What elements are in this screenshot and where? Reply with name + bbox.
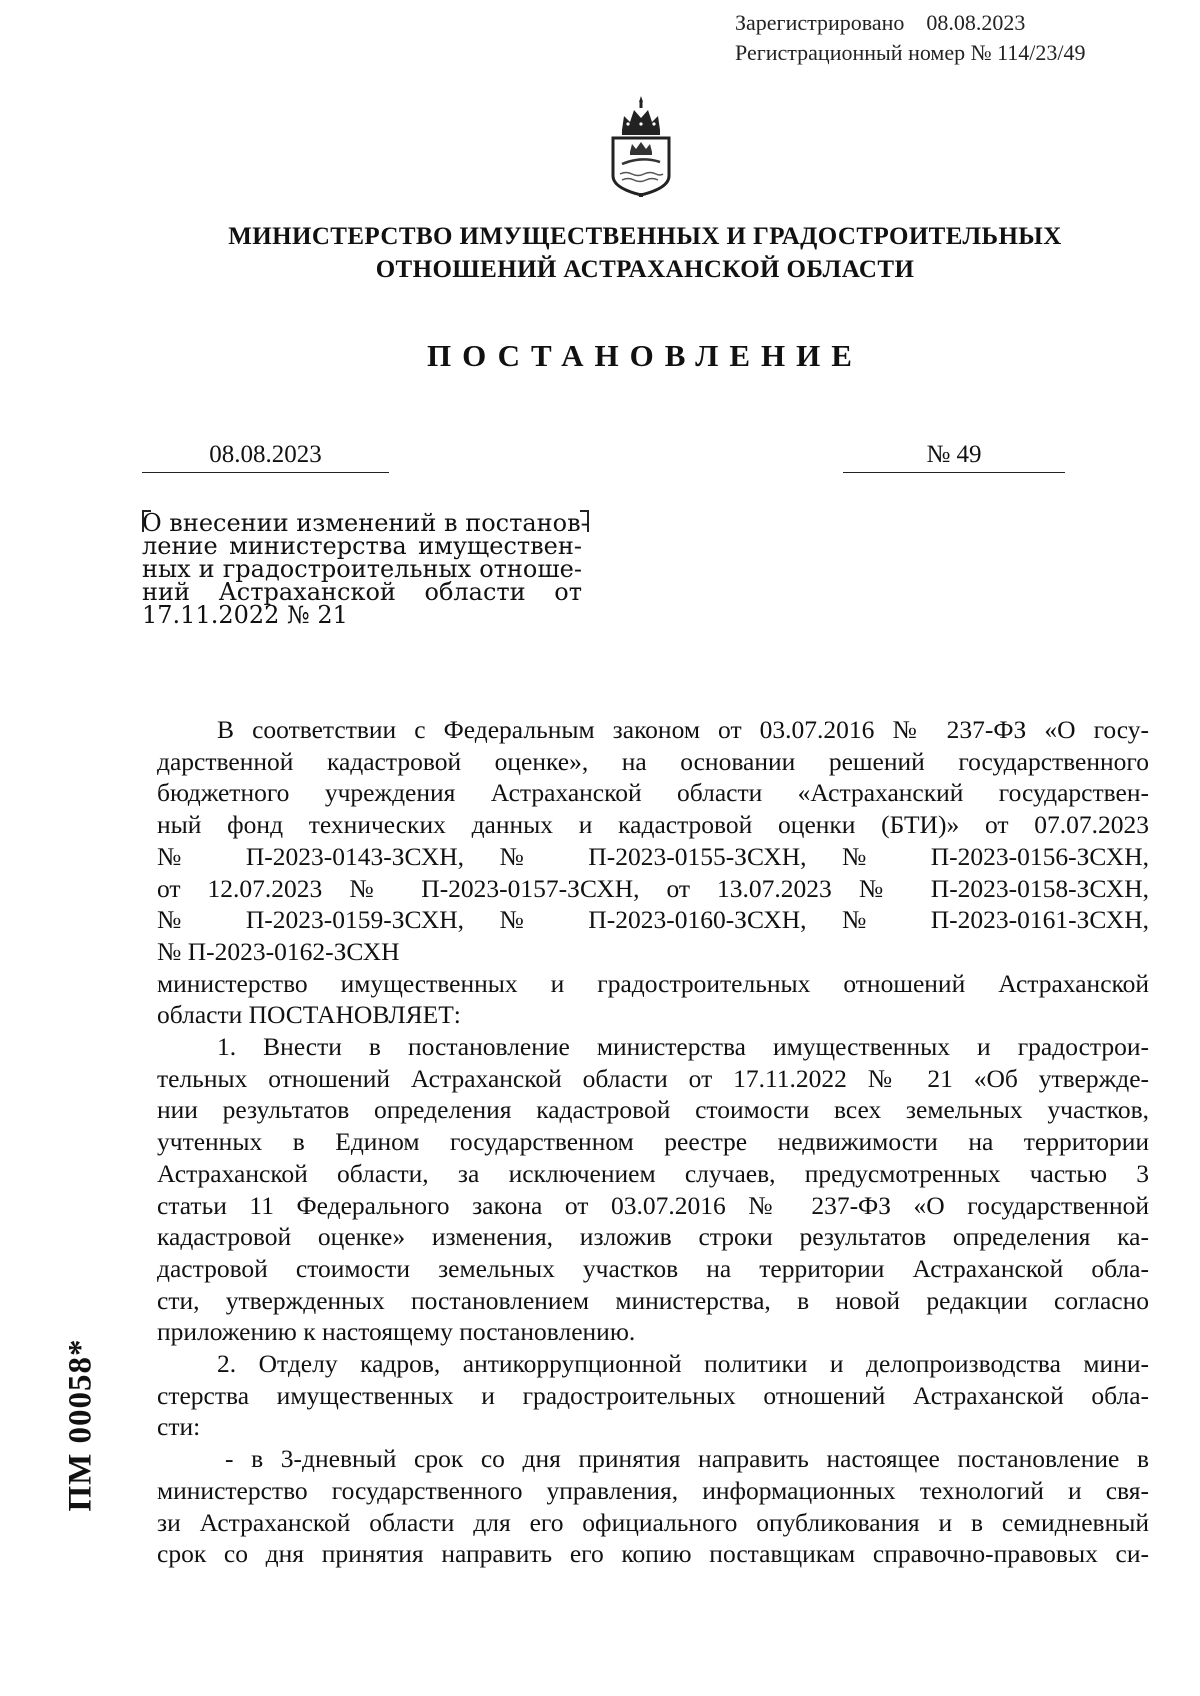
registered-label: Зарегистрировано [735, 10, 905, 35]
side-mark-text: ПМ 00058* [62, 1338, 99, 1512]
document-type-title: ПОСТАНОВЛЕНИЕ [427, 338, 863, 373]
document-number: № 49 [843, 440, 1065, 473]
document-date: 08.08.2023 [142, 440, 389, 473]
body-line: 1. Внести в постановление министерства имущественных и градострои- [217, 1032, 1149, 1062]
subject-line: 17.11.2022 № 21 [142, 601, 348, 629]
body-line: министерство имущественных и градостроительных отношений Астраханской [157, 968, 1149, 998]
subject-line: ных и градостроительных отноше- [142, 555, 582, 583]
registered-date: 08.08.2023 [926, 10, 1026, 35]
body-line: приложению к настоящему постановлению. [157, 1317, 636, 1347]
document-body [157, 714, 1149, 1570]
coat-of-arms-icon [608, 94, 674, 198]
body-line: сти: [157, 1412, 201, 1442]
body-line: области ПОСТАНОВЛЯЕТ: [157, 1000, 461, 1030]
registration-stamp [735, 8, 1086, 68]
body-line: статьи 11 Федерального закона от 03.07.2016 № 237-ФЗ «О государственной [157, 1190, 1149, 1220]
registration-number: Регистрационный номер № 114/23/49 [735, 40, 1086, 65]
body-line: № П-2023-0162-ЗСХН [157, 936, 400, 966]
body-line: дарственной кадастровой оценке», на основании решений государственного [157, 746, 1149, 776]
body-line: ный фонд технических данных и кадастровой оценки (БТИ)» от 07.07.2023 [157, 810, 1149, 840]
subject-line: ний Астраханской области от [142, 578, 582, 606]
body-line: срок со дня принятия направить его копию поставщикам справочно-правовых си- [157, 1539, 1149, 1569]
body-line: № П-2023-0143-ЗСХН, № П-2023-0155-ЗСХН, № П-2023-0156-ЗСХН, [157, 841, 1149, 871]
body-line: учтенных в Едином государственном реестре недвижимости на территории [157, 1127, 1149, 1157]
body-line: сти, утвержденных постановлением министерства, в новой редакции согласно [157, 1285, 1149, 1315]
body-line: 2. Отделу кадров, антикоррупционной политики и делопроизводства мини- [217, 1349, 1149, 1379]
body-line: - в 3-дневный срок со дня принятия направить настоящее постановление в [225, 1444, 1149, 1474]
body-line: бюджетного учреждения Астраханской области «Астраханский государствен- [157, 778, 1149, 808]
document-subject [142, 509, 589, 629]
body-line: Астраханской области, за исключением случаев, предусмотренных частью 3 [157, 1158, 1149, 1188]
body-line: № П-2023-0159-ЗСХН, № П-2023-0160-ЗСХН, № П-2023-0161-ЗСХН, [157, 905, 1149, 935]
body-line: зи Астраханской области для его официального опубликования и в семидневный [157, 1507, 1149, 1537]
body-line: В соответствии с Федеральным законом от 03.07.2016 № 237-ФЗ «О госу- [217, 715, 1149, 744]
registration-line [735, 8, 1086, 38]
subject-line: ление министерства имуществен- [142, 532, 582, 560]
ministry-name [0, 220, 1200, 286]
body-line: дастровой стоимости земельных участков на территории Астраханской обла- [157, 1253, 1149, 1283]
body-line: нии результатов определения кадастровой стоимости всех земельных участков, [157, 1095, 1149, 1125]
body-line: от 12.07.2023 № П-2023-0157-ЗСХН, от 13.07.2023 № П-2023-0158-ЗСХН, [157, 873, 1149, 903]
body-line: стерства имущественных и градостроительных отношений Астраханской обла- [157, 1380, 1149, 1410]
body-line: кадастровой оценке» изменения, изложив строки результатов определения ка- [157, 1222, 1149, 1252]
side-registration-mark [56, 1325, 106, 1525]
body-line: министерство государственного управления, информационных технологий и свя- [157, 1475, 1149, 1505]
body-line: тельных отношений Астраханской области от 17.11.2022 № 21 «Об утвержде- [157, 1063, 1149, 1093]
subject-line: О внесении изменений в постанов- [142, 509, 589, 537]
ministry-name-line2: ОТНОШЕНИЙ АСТРАХАНСКОЙ ОБЛАСТИ [375, 256, 915, 283]
ministry-name-line1: МИНИСТЕРСТВО ИМУЩЕСТВЕННЫХ И ГРАДОСТРОИТЕЛЬНЫХ [228, 223, 1062, 250]
